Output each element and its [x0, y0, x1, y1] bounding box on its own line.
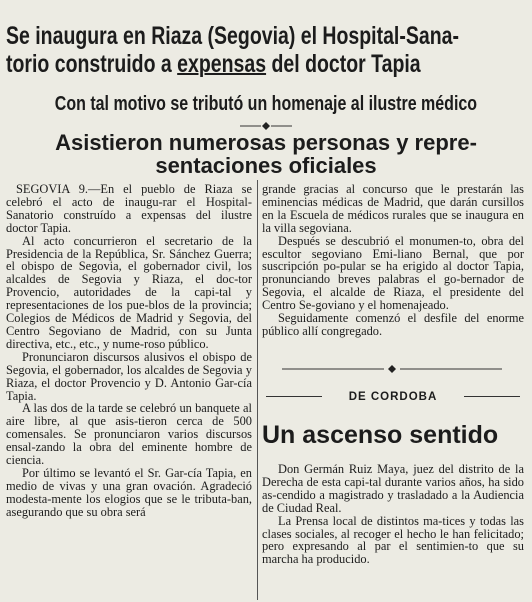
section-rule-left [266, 396, 322, 397]
main-headline-underlined-word: expensas [177, 50, 267, 78]
paragraph-1-text: —En el pueblo de Riaza se celebró el acto de inaugu-rar el Hospital-Sanatorio construído a expensas del ilustre doctor Tapia. [6, 182, 252, 235]
paragraph-4: A las dos de la tarde se celebró un banquete al aire libre, al que asis-tieron cerca de 500 comensales. Se pronunciaron varios discursos ensal-zando la obra del eminente hombre de ciencia. [6, 401, 252, 468]
main-headline-line-1: Se inaugura en Riaza (Segovia) el Hospital-Sana- [6, 22, 459, 50]
article-column-2 [262, 183, 524, 338]
sub-headline [0, 131, 532, 177]
main-headline-line-2c: del doctor Tapia [266, 50, 421, 78]
article-column-3 [262, 463, 524, 566]
section-divider-icon [282, 364, 502, 374]
section-label-text: DE CORDOBA [348, 391, 438, 403]
article-column-1 [6, 183, 252, 519]
paragraph-5: Por último se levantó el Sr. Gar-cía Tapia, en medio de vivas y una gran ovación. Agradeció modesta-mente los elogios que se le tributa-ban, asegurando que su obra será [6, 465, 252, 519]
main-headline [6, 22, 525, 78]
paragraph-7: Después se descubrió el monumen-to, obra del escultor segoviano Emi-liano Bernal, que por suscripción po-pular se ha erigido al doctor Tapia, pronunciando breves palabras el go-bernador de Segovia, el alcalde de Riaza, el presidente del Centro Se-goviano y el homenajeado. [262, 233, 524, 313]
paragraph-2: Al acto concurrieron el secretario de la Presidencia de la República, Sr. Sánchez Guerra; el obispo de Segovia, el gobernador civil, los alcaldes de Segovia y Riaza, el doc-tor Provencio, autoridades de la capi-tal y representaciones de los pue-blos de la provincia; Colegios de Médicos de Madrid y Segovia, del Centro Segoviano de Madrid, con su Junta directiva, etc., etc., y nume-roso público. [6, 233, 252, 351]
paragraph-6: grande gracias al concurso que le prestarán las eminencias médicas de Madrid, que darán cursillos en la Escuela de médicos rurales que se inaugura en la villa segoviana. [262, 182, 524, 235]
paragraph-1 [6, 183, 252, 235]
deck-headline [0, 92, 532, 116]
main-headline-line-2 [6, 50, 525, 78]
deck-headline-text: Con tal motivo se tributó un homenaje al ilustre médico [54, 93, 478, 115]
main-headline-line-2a: torio construido a [6, 50, 178, 78]
sub-headline-line-2: sentaciones oficiales [155, 153, 377, 178]
paragraph-8: Seguidamente comenzó el desfile del enorme público allí congregado. [262, 311, 524, 338]
section-label [262, 390, 524, 404]
paragraph-9: Don Germán Ruiz Maya, juez del distrito de la Derecha de esta capi-tal durante varios años, ha sido as-cendido a magistrado y trasladado a la Audiencia de Ciudad Real. [262, 462, 524, 515]
column-rule [257, 180, 258, 600]
paragraph-3: Pronunciaron discursos alusivos el obispo de Segovia, el gobernador, los alcaldes de Segovia y Riaza, el doctor Provencio y D. Antonio Gar-cía Tapia. [6, 349, 252, 403]
section-rule-right [464, 396, 520, 397]
dateline: SEGOVIA 9. [16, 182, 88, 196]
story-2-headline: Un ascenso sentido [262, 421, 499, 449]
sub-headline-line-1: Asistieron numerosas personas y repre- [55, 130, 477, 155]
paragraph-10: La Prensa local de distintos ma-tices y todas las clases sociales, al recoger el hecho le han felicitado; pero expresando al par el sentimien-to que su marcha ha producido. [262, 513, 524, 567]
